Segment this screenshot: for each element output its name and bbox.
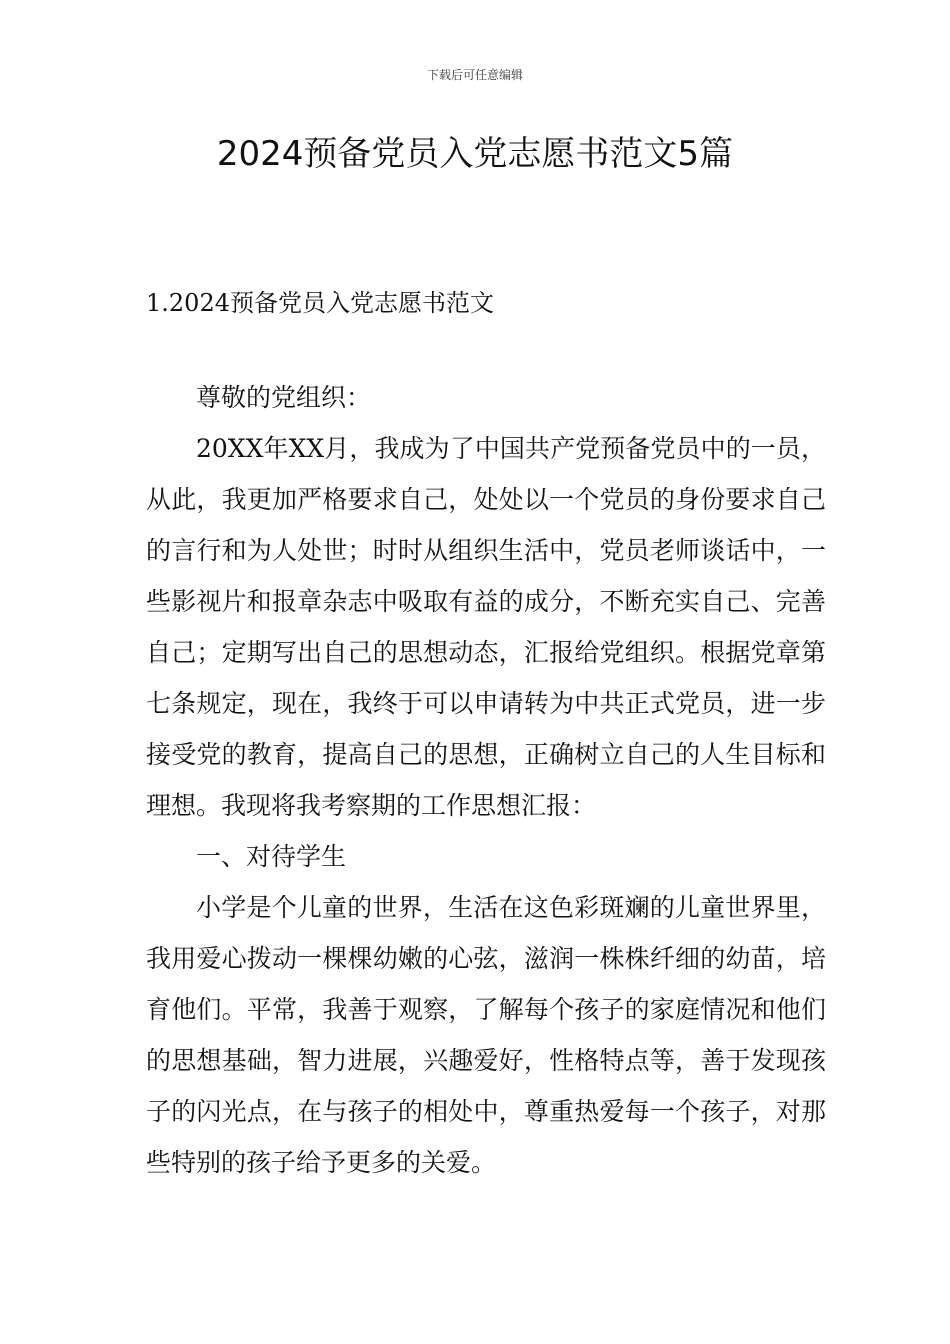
body-paragraph: 小学是个儿童的世界，生活在这色彩斑斓的儿童世界里，我用爱心拨动一棵棵幼嫩的心弦，滋润一株株纤细的幼苗，培育他们。平常，我善于观察，了解每个孩子的家庭情况和他们的思想基础，智力进展，兴趣爱好，性格特点等，善于发现孩子的闪光点，在与孩子的相处中，尊重热爱每一个孩子，对那些特别的孩子给予更多的关爱。 [146, 893, 826, 1177]
salutation: 尊敬的党组织： [196, 383, 372, 412]
body-paragraph: 20XX年XX月，我成为了中国共产党预备党员中的一员，从此，我更加严格要求自己，处处以一个党员的身份要求自己的言行和为人处世；时时从组织生活中，党员老师谈话中，一些影视片和报章杂志中吸取有益的成分，不断充实自己、完善自己；定期写出自己的思想动态，汇报给党组织。根据党章第七条规定，现在，我终于可以申请转为中共正式党员，进一步接受党的教育，提高自己的思想，正确树立自己的人生目标和理想。我现将我考察期的工作思想汇报： [146, 434, 826, 820]
section-heading: 1.2024预备党员入党志愿书范文 [146, 289, 494, 317]
subheading: 一、对待学生 [196, 842, 347, 871]
header-note: 下载后可任意编辑 [426, 68, 523, 82]
document-title: 2024预备党员入党志愿书范文5篇 [216, 134, 734, 174]
body-text [146, 372, 826, 1188]
